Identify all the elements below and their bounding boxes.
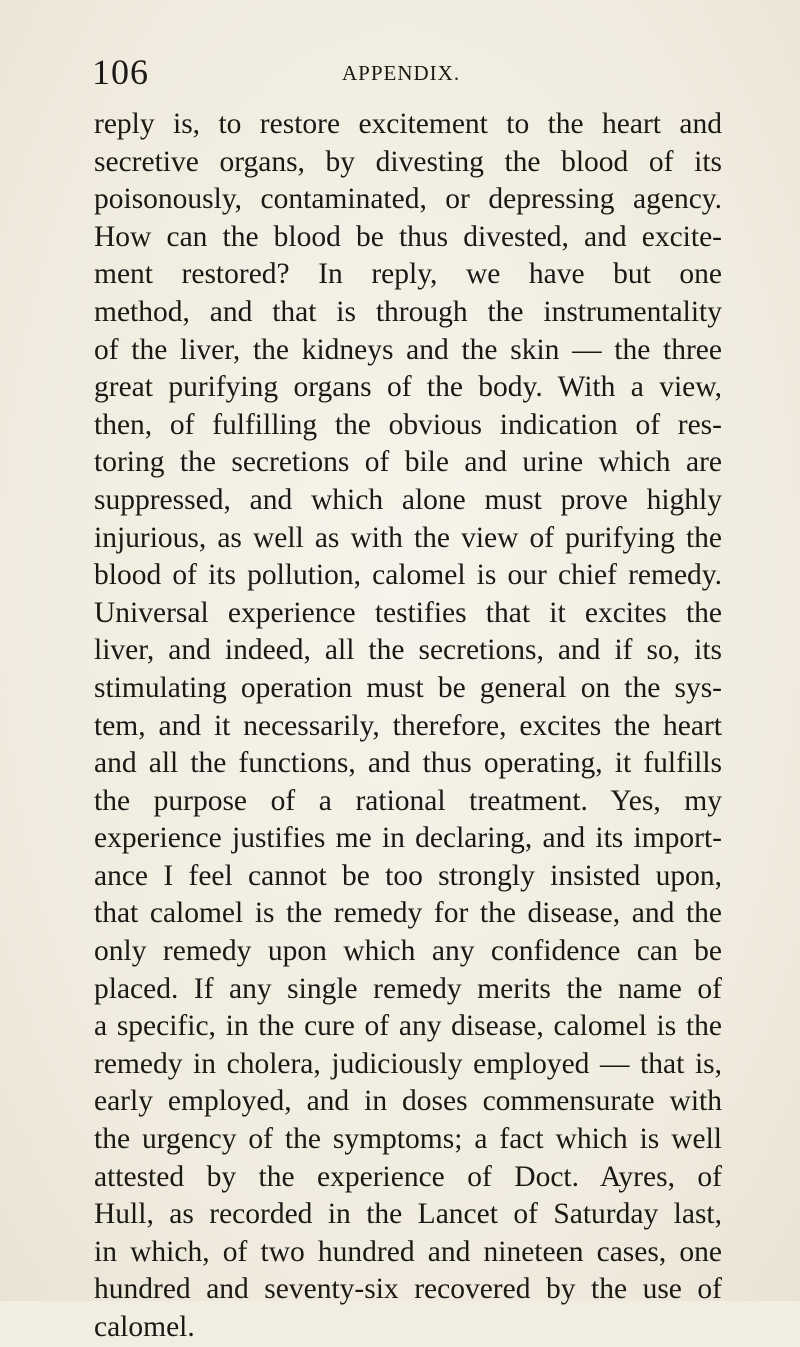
page-number: 106 [92,52,149,92]
running-head: APPENDIX. [342,61,461,85]
text-line: secretive organs, by divesting the blood of its [94,145,722,178]
text-line: reply is, to restore excitement to the heart and [94,108,722,140]
text-line: suppressed, and which alone must prove highly [94,483,722,516]
text-line: blood of its pollution, calomel is our chief remedy. [94,559,722,592]
text-line: toring the secretions of bile and urine which are [94,446,722,479]
text-line: that calomel is the remedy for the disease, and the [94,897,722,930]
page-header [92,52,722,92]
text-line: stimulating operation must be general on the sys- [94,671,722,704]
text-line: How can the blood be thus divested, and excite- [94,220,722,253]
text-line: calomel. [94,1311,195,1343]
text-line: great purifying organs of the body. With a view, [94,371,722,404]
text-line: then, of fulfilling the obvious indication of res- [94,408,722,441]
text-line: early employed, and in doses commensurate with [94,1085,722,1118]
text-line: the purpose of a rational treatment. Yes, my [94,784,722,817]
text-line: hundred and seventy-six recovered by the use of [94,1273,722,1306]
text-line: the urgency of the symptoms; a fact which is well [94,1123,722,1156]
body-text [94,106,722,1347]
text-line: Universal experience testifies that it excites the [94,596,722,629]
text-line: ance I feel cannot be too strongly insisted upon, [94,859,722,892]
text-line: in which, of two hundred and nineteen cases, one [94,1235,722,1268]
text-line: Hull, as recorded in the Lancet of Saturday last, [94,1198,722,1231]
text-line: placed. If any single remedy merits the name of [94,972,722,1005]
text-line: attested by the experience of Doct. Ayres, of [94,1160,722,1193]
text-line: injurious, as well as with the view of purifying the [94,521,722,554]
text-line: liver, and indeed, all the secretions, and if so, its [94,634,722,667]
text-line: of the liver, the kidneys and the skin — the three [94,333,722,366]
text-line: remedy in cholera, judiciously employed — that is, [94,1047,722,1080]
text-line: method, and that is through the instrumentality [94,295,722,328]
text-line: a specific, in the cure of any disease, calomel is the [94,1010,722,1043]
text-line: and all the functions, and thus operating, it fulfills [94,747,722,780]
text-line: experience justifies me in declaring, and its import- [94,822,722,855]
text-line: poisonously, contaminated, or depressing agency. [94,183,722,216]
text-line: ment restored? In reply, we have but one [94,258,722,291]
text-line: tem, and it necessarily, therefore, excites the heart [94,709,722,742]
text-line: only remedy upon which any confidence can be [94,935,722,968]
